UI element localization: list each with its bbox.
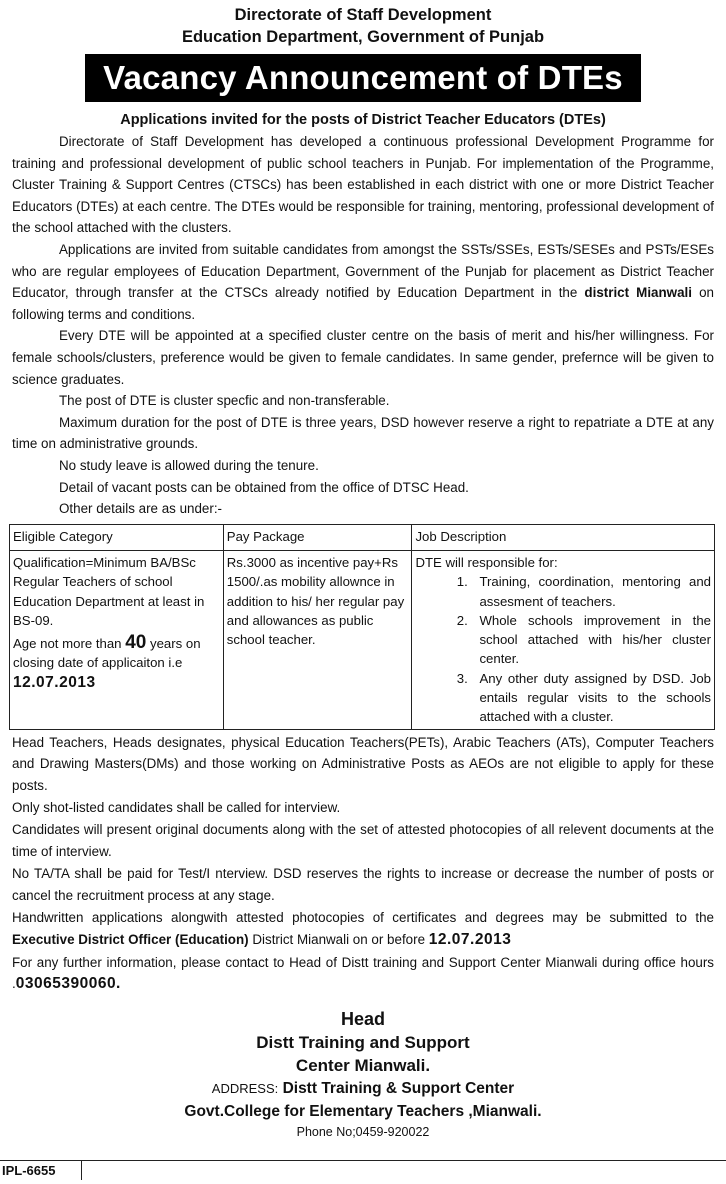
paragraph-not-eligible: Head Teachers, Heads designates, physical Education Teachers(PETs), Arabic Teachers (ATs), Computer Teachers and Drawing Masters(DMs) and those working on Administrative Posts as AEOs are not eligible to apply for these posts. [12, 734, 714, 793]
signature-block [0, 1008, 726, 1123]
details-table [9, 524, 715, 730]
age-text-pre: Age not more than [13, 636, 122, 652]
signatory-office: Distt Training and Support [256, 1032, 470, 1052]
submission-date: 12.07.2013 [428, 931, 512, 948]
paragraph-vacant-posts: Detail of vacant posts can be obtained from the office of DTSC Head. [59, 479, 469, 495]
announcement-banner: Vacancy Announcement of DTEs [85, 54, 641, 102]
submission-location: District Mianwali on or before [252, 932, 426, 947]
address-line [0, 1077, 726, 1100]
paragraph-appointment: Every DTE will be appointed at a specified cluster centre on the basis of merit and his/her willingness. For female schools/clusters, preference would be given to female candidates. In same gender, prefernce will be given to science graduates. [12, 328, 714, 387]
district-name: district Mianwali [584, 285, 692, 301]
signatory-location: Center Mianwali. [295, 1055, 431, 1075]
age-limit-value: 40 [125, 632, 147, 654]
header-pay-package: Pay Package [223, 524, 412, 550]
job-description-cell [412, 550, 715, 729]
conditions-section [0, 732, 726, 995]
signatory-title: Head [340, 1008, 385, 1029]
pay-package-cell: Rs.3000 as incentive pay+Rs 1500/.as mobility allownce in addition to his/ her regular pay and allowances as public school teacher. [223, 550, 412, 729]
directorate-title: Directorate of Staff Development [234, 6, 492, 24]
paragraph-other-details: Other details are as under:- [59, 501, 223, 517]
subheading: Applications invited for the posts of District Teacher Educators (DTEs) [120, 112, 606, 128]
publication-reference: IPL-6655 [0, 1160, 82, 1180]
paragraph-shortlisted: Only shot-listed candidates shall be called for interview. [12, 800, 341, 816]
paragraph-cluster-specific: The post of DTE is cluster specfic and non-transferable. [59, 393, 390, 409]
age-requirement [13, 633, 220, 673]
age-text-post: years on closing date of applicaiton i.e [13, 636, 201, 671]
contact-text: For any further information, please contact to Head of Distt training and Support Center Mianwali during office hours . [12, 954, 714, 992]
paragraph-contact [12, 952, 714, 995]
header-job-description: Job Description [412, 524, 715, 550]
header-eligible-category: Eligible Category [10, 524, 224, 550]
table-row [10, 550, 715, 729]
paragraph-submission [12, 907, 714, 950]
contact-phone: 03065390060. [15, 975, 121, 993]
closing-date: 12.07.2013 [13, 673, 96, 691]
list-item: 1. Training, coordination, mentoring and assesment of teachers. [471, 572, 711, 611]
paragraph-duration: Maximum duration for the post of DTE is three years, DSD however reserve a right to repatriate a DTE at any time on administrative grounds. [12, 414, 714, 452]
eligibility-cell [10, 550, 224, 729]
paragraph-no-ta: No TA/TA shall be paid for Test/I nterview. DSD reserves the rights to increase or decrease the number of posts or cancel the recruitment process at any stage. [12, 866, 714, 903]
job-duties-list [415, 572, 711, 726]
address-label: ADDRESS: [211, 1080, 279, 1096]
list-item: 2. Whole schools improvement in the school attached with his/her cluster center. [471, 611, 711, 669]
paragraph-study-leave: No study leave is allowed during the tenure. [59, 457, 319, 473]
department-title: Education Department, Government of Punjab [181, 28, 545, 46]
submission-text: Handwritten applications alongwith attested photocopies of certificates and degrees may be submitted to the [12, 910, 714, 926]
phone-number: Phone No;0459-920022 [296, 1124, 430, 1139]
terms-text: on following terms and conditions. [12, 285, 714, 322]
paragraph-programme: Directorate of Staff Development has developed a continuous professional Development Programme for training and professional development of public school teachers in Punjab. For implementation of the Programme, Cluster Training & Support Centres (CTSCs) has been established in each district with one or more District Teacher Educators (DTEs) at each centre. The DTEs would be responsible for training, mentoring, professional development of the school attached with the clusters. [12, 134, 714, 236]
address-value: Distt Training & Support Center [282, 1079, 515, 1097]
paragraph-applications [12, 239, 714, 325]
table-header-row [10, 524, 715, 550]
intro-section [0, 131, 726, 520]
edo-name: Executive District Officer (Education) [12, 932, 249, 947]
paragraph-documents: Candidates will present original documents along with the set of attested photocopies of all relevent documents at the time of interview. [12, 822, 714, 859]
qualification-text: Qualification=Minimum BA/BSc Regular Teachers of school Education Department at least in BS-09. [13, 554, 205, 628]
job-intro: DTE will responsible for: [415, 554, 558, 570]
list-item: 3. Any other duty assigned by DSD. Job entails regular visits to the schools attached with a cluster. [471, 669, 711, 727]
address-college: Govt.College for Elementary Teachers ,Mianwali. [184, 1102, 542, 1120]
applications-text: Applications are invited from suitable candidates from amongst the SSTs/SSEs, ESTs/SESEs and PSTs/ESEs who are regular employees of Education Department, Government of the Punjab for placement as District Teacher Educator, through transfer at the CTSCs already notified by Education Department in the [12, 241, 714, 301]
bottom-border [0, 1160, 726, 1161]
